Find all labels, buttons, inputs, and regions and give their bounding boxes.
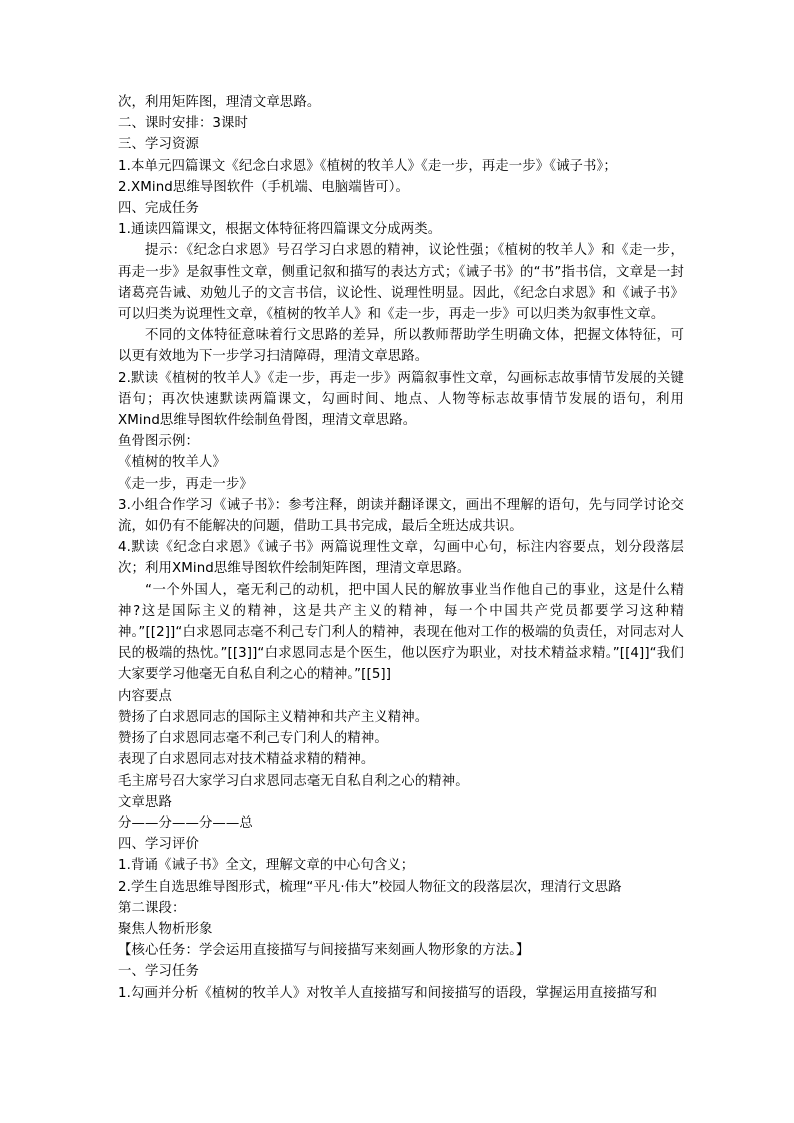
fishbone-example-label: 鱼骨图示例： [118, 434, 199, 450]
core-task: 【核心任务：学会运用直接描写与间接描写来刻画人物形象的方法。】 [118, 943, 530, 959]
fishbone-example-title-1: 《植树的牧羊人》 [118, 455, 226, 471]
tip-paragraph: 提示：《纪念白求恩》号召学习白求恩的精神，议论性强；《植树的牧羊人》和《走一步，再走一步》是叙事性文章，侧重记叙和描写的表达方式；《诫子书》的“书”指书信，文章是一封诸葛亮告诫、劝勉儿子的文言书信，议论性、说理性明显。因此，《纪念白求恩》和《诫子书》可以归类为说理性文章，《植树的牧羊人》和《走一步，再走一步》可以归类为叙事性文章。 [118, 243, 684, 323]
task-item-4: 4.默读《纪念白求恩》《诫子书》两篇说理性文章，勾画中心句，标注内容要点，划分段落层次；利用XMind思维导图软件绘制矩阵图，理清文章思路。 [118, 540, 684, 577]
resource-item-2: 2.XMind思维导图软件（手机端、电脑端皆可）。 [118, 179, 410, 195]
content-point: 赞扬了白求恩同志毫不利己专门利人的精神。 [118, 731, 388, 747]
learning-task-1: 1.勾画并分析《植树的牧羊人》对牧羊人直接描写和间接描写的语段，掌握运用直接描写和 [118, 985, 658, 1001]
content-point: 表现了白求恩同志对技术精益求精的精神。 [118, 752, 375, 768]
task-item-3: 3.小组合作学习《诫子书》：参考注释，朗读并翻译课文，画出不理解的语句，先与同学讨论交流，如仍有不能解决的问题，借助工具书完成，最后全班达成共识。 [118, 497, 684, 535]
evaluation-item-2: 2.学生自选思维导图形式，梳理“平凡·伟大”校园人物征文的段落层次，理清行文思路 [118, 879, 622, 895]
style-paragraph: 不同的文体特征意味着行文思路的差异，所以教师帮助学生明确文体，把握文体特征，可以更有效地为下一步学习扫清障碍，理清文章思路。 [118, 328, 684, 365]
text-line: 次，利用矩阵图，理清文章思路。 [118, 95, 321, 110]
article-structure-heading: 文章思路 [118, 794, 172, 810]
section-heading-schedule: 二、课时安排：3课时 [118, 116, 249, 132]
second-unit-label: 第二课段： [118, 900, 186, 916]
content-point: 毛主席号召大家学习白求恩同志毫无自私自利之心的精神。 [118, 773, 469, 789]
section-heading-resources: 三、学习资源 [118, 137, 199, 153]
content-point: 赞扬了白求恩同志的国际主义精神和共产主义精神。 [118, 709, 429, 725]
resource-item-1: 1.本单元四篇课文《纪念白求恩》《植树的牧羊人》《走一步，再走一步》《诫子书》； [118, 158, 617, 174]
article-structure: 分——分——分——总 [118, 815, 253, 831]
second-unit-title: 聚焦人物析形象 [118, 921, 213, 937]
section-heading-learning-tasks: 一、学习任务 [118, 964, 199, 980]
content-points-heading: 内容要点 [118, 688, 172, 704]
document-page [118, 92, 684, 1004]
section-heading-evaluation: 四、学习评价 [118, 837, 199, 853]
section-heading-tasks: 四、完成任务 [118, 201, 199, 217]
fishbone-example-title-2: 《走一步，再走一步》 [118, 476, 253, 492]
task-item-2: 2.默读《植树的牧羊人》《走一步，再走一步》两篇叙事性文章，勾画标志故事情节发展的关键语句；再次快速默读两篇课文，勾画时间、地点、人物等标志故事情节发展的语句，利用XMind思维导图软件绘制鱼骨图，理清文章思路。 [118, 370, 684, 429]
task-item-1: 1.通读四篇课文，根据文体特征将四篇课文分成两类。 [118, 222, 442, 238]
quote-paragraph: “一个外国人，毫无利己的动机，把中国人民的解放事业当作他自己的事业，这是什么精神?这是国际主义的精神，这是共产主义的精神，每一个中国共产党员都要学习这种精神。”[[2]]“白求恩同志毫不利己专门利人的精神，表现在他对工作的极端的负责任，对同志对人民的极端的热忱。”[[3]]“白求恩同志是个医生，他以医疗为职业，对技术精益求精。”[[4]]“我们大家要学习他毫无自私自利之心的精神。”[[5]] [118, 582, 684, 683]
evaluation-item-1: 1.背诵《诫子书》全文，理解文章的中心句含义； [118, 858, 415, 874]
